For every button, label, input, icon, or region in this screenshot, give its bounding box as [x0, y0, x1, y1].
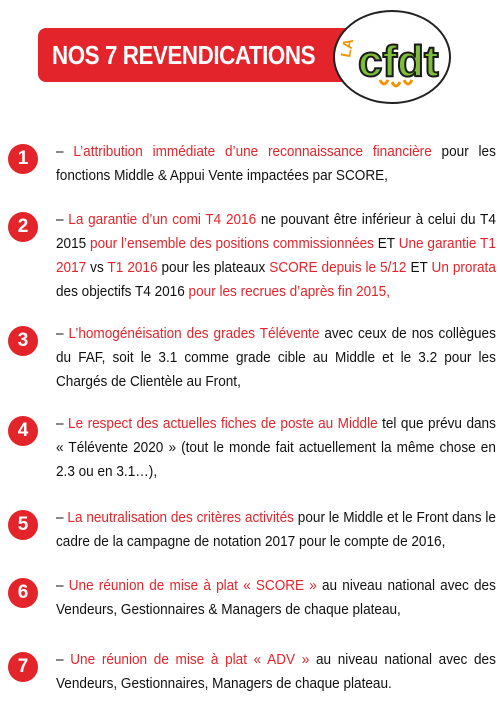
body-text: –	[56, 652, 71, 668]
highlight-text: pour l’ensemble des positions commissionnées	[90, 236, 374, 252]
demand-text	[56, 140, 496, 188]
body-text: –	[56, 326, 69, 342]
body-text: avec ceux de nos collègues du FAF, soit le 3.1 comme grade cible au Middle et le 3.2 pour les Chargés de Clientèle au Front,	[56, 326, 496, 390]
body-text: pour le Middle et le Front dans le cadre de la campagne de notation 2017 pour le compte de 2016,	[56, 510, 496, 550]
demand-text	[56, 208, 496, 304]
highlight-text: Un prorata	[431, 260, 496, 276]
body-text: ne pouvant être inférieur à celui du T4 2015	[56, 212, 496, 252]
demand-text	[56, 412, 496, 484]
body-text: ET	[406, 260, 432, 276]
highlight-text: La garantie d’un comi T4 2016	[68, 212, 257, 228]
number-badge: 1	[8, 144, 38, 174]
body-text: des objectifs T4 2016	[56, 284, 189, 300]
demand-text	[56, 574, 496, 622]
highlight-text: SCORE depuis le 5/12	[269, 260, 407, 276]
demand-text	[56, 322, 496, 394]
body-text: –	[56, 510, 68, 526]
body-text: –	[56, 416, 69, 432]
body-text: pour les fonctions Middle & Appui Vente impactées par SCORE,	[56, 144, 496, 184]
body-text: vs	[86, 260, 108, 276]
number-badge: 6	[8, 578, 38, 608]
body-text: ET	[373, 236, 399, 252]
highlight-text: Une garantie T1 2017	[56, 236, 496, 276]
highlight-text: T1 2016	[107, 260, 158, 276]
logo-top-text: LA	[337, 37, 357, 59]
page-title: NOS 7 REVENDICATIONS	[52, 40, 316, 70]
number-badge: 4	[8, 416, 38, 446]
cfdt-logo-icon	[330, 6, 454, 108]
demand-text	[56, 648, 496, 696]
highlight-text: Le respect des actuelles fiches de poste au Middle	[68, 416, 378, 432]
highlight-text: L’homogénéisation des grades Télévente	[68, 326, 320, 342]
body-text: –	[56, 212, 69, 228]
number-badge: 3	[8, 326, 38, 356]
number-badge: 7	[8, 652, 38, 682]
number-badge: 2	[8, 212, 38, 242]
highlight-text: Une réunion de mise à plat « ADV »	[70, 652, 310, 668]
number-badge: 5	[8, 510, 38, 540]
highlight-text: L’attribution immédiate d’une reconnaissance financière	[73, 144, 432, 160]
body-text: –	[56, 144, 74, 160]
demand-text	[56, 506, 496, 554]
body-text: au niveau national avec des Vendeurs, Gestionnaires & Managers de chaque plateau,	[56, 578, 496, 618]
body-text: au niveau national avec des Vendeurs, Gestionnaires, Managers de chaque plateau.	[56, 652, 496, 692]
body-text: pour les plateaux	[157, 260, 270, 276]
highlight-text: pour les recrues d’après fin 2015,	[188, 284, 391, 300]
body-text: tel que prévu dans « Télévente 2020 » (tout le monde fait actuellement la même chose en 2.3 ou en 3.1…),	[56, 416, 496, 480]
highlight-text: Une réunion de mise à plat « SCORE »	[68, 578, 317, 594]
highlight-text: La neutralisation des critères activités	[67, 510, 294, 526]
logo-main-text: cfdt	[358, 37, 439, 86]
body-text: –	[56, 578, 69, 594]
